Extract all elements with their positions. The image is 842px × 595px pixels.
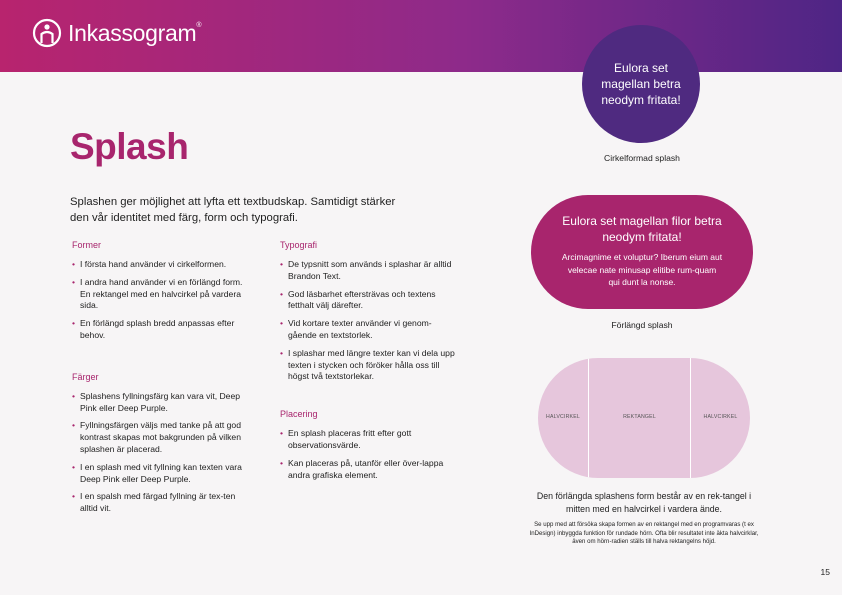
- label-left-halfcircle: HALVCIRKEL: [546, 414, 580, 420]
- page-number: 15: [820, 567, 830, 577]
- extended-splash-caption: Förlängd splash: [611, 320, 673, 330]
- list-item: • Fyllningsfärgen väljs med tanke på att god kontrast skapas mot bakgrunden på vilken splashen är placerad.: [72, 420, 252, 455]
- section-heading-typografi: Typografi: [280, 240, 318, 250]
- person-in-circle-icon: [32, 18, 62, 48]
- typografi-list: [280, 259, 460, 383]
- placering-list: [280, 428, 460, 481]
- registered-mark: ®: [196, 21, 202, 29]
- circle-splash: [582, 25, 700, 143]
- section-heading-placering: Placering: [280, 409, 318, 420]
- header-bar: [0, 0, 842, 72]
- extended-splash-body: Arcimagnime et voluptur? Iberum eium aut velecae nate minusap elitibe rum-quam qui dunt la nonse.: [561, 252, 723, 287]
- label-right-halfcircle: HALVCIRKEL: [703, 414, 738, 420]
- intro-paragraph: Splashen ger möjlighet att lyfta ett textbudskap. Samtidigt stärker den vår identitet med färg, form och typografi.: [70, 196, 396, 224]
- extended-splash: [531, 195, 753, 309]
- list-item: • Vid kortare texter använder vi genom-gående en textstorlek.: [280, 318, 460, 342]
- list-item: • I en splash med vit fyllning kan texten vara Deep Pink eller Deep Purple.: [72, 462, 252, 486]
- list-item: • I andra hand använder vi en förlängd form. En rektangel med en halvcirkel på vardera sida.: [72, 277, 252, 312]
- left-column: [72, 240, 252, 521]
- list-item: • Kan placeras på, utanför eller över-lappa andra grafiska element.: [280, 458, 460, 482]
- list-item: • De typsnitt som används i splashar är alltid Brandon Text.: [280, 259, 460, 283]
- diagram-description: Den förlängda splashens form består av en rek-tangel i mitten med en halvcirkel i vardera ände.: [536, 491, 752, 514]
- list-item: • God läsbarhet eftersträvas och textens fetthalt välj därefter.: [280, 289, 460, 313]
- farger-list: [72, 391, 252, 515]
- list-item: • Splashens fyllningsfärg kan vara vit, Deep Pink eller Deep Purple.: [72, 391, 252, 415]
- list-item: • I splashar med längre texter kan vi dela upp texten i stycken och föröker hålla oss till högst två textstorlekar.: [280, 348, 460, 383]
- brand-name: Inkassogram®: [68, 19, 202, 46]
- list-item: • I första hand använder vi cirkelformen.: [72, 259, 252, 271]
- section-heading-former: Former: [72, 240, 101, 250]
- circle-splash-text: Eulora set magellan betra neodym fritata!: [601, 61, 681, 107]
- list-item: • I en spalsh med färgad fyllning är tex-ten alltid vit.: [72, 491, 252, 515]
- circle-splash-caption: Cirkelformad splash: [604, 153, 680, 163]
- list-item: • En förlängd splash bredd anpassas efter behov.: [72, 318, 252, 342]
- list-item: • En splash placeras fritt efter gott observationsvärde.: [280, 428, 460, 452]
- label-rectangle: REKTANGEL: [623, 414, 656, 420]
- diagram-note: Se upp med att försöka skapa formen av en rektangel med en programvaras (t ex InDesign) inbyggda funktion för rundade hörn. Ofta blir resultatet inte äkta halvcirklar, även om hörn-radien ställs till halva rektangelns höjd.: [529, 521, 759, 546]
- page-title: Splash: [70, 126, 189, 167]
- shape-construction-diagram: [538, 358, 750, 478]
- middle-column: [280, 240, 460, 487]
- section-heading-farger: Färger: [72, 371, 99, 382]
- extended-splash-title: Eulora set magellan filor betra neodym fritata!: [562, 214, 722, 244]
- former-list: [72, 259, 252, 342]
- brand-logo[interactable]: [32, 18, 201, 48]
